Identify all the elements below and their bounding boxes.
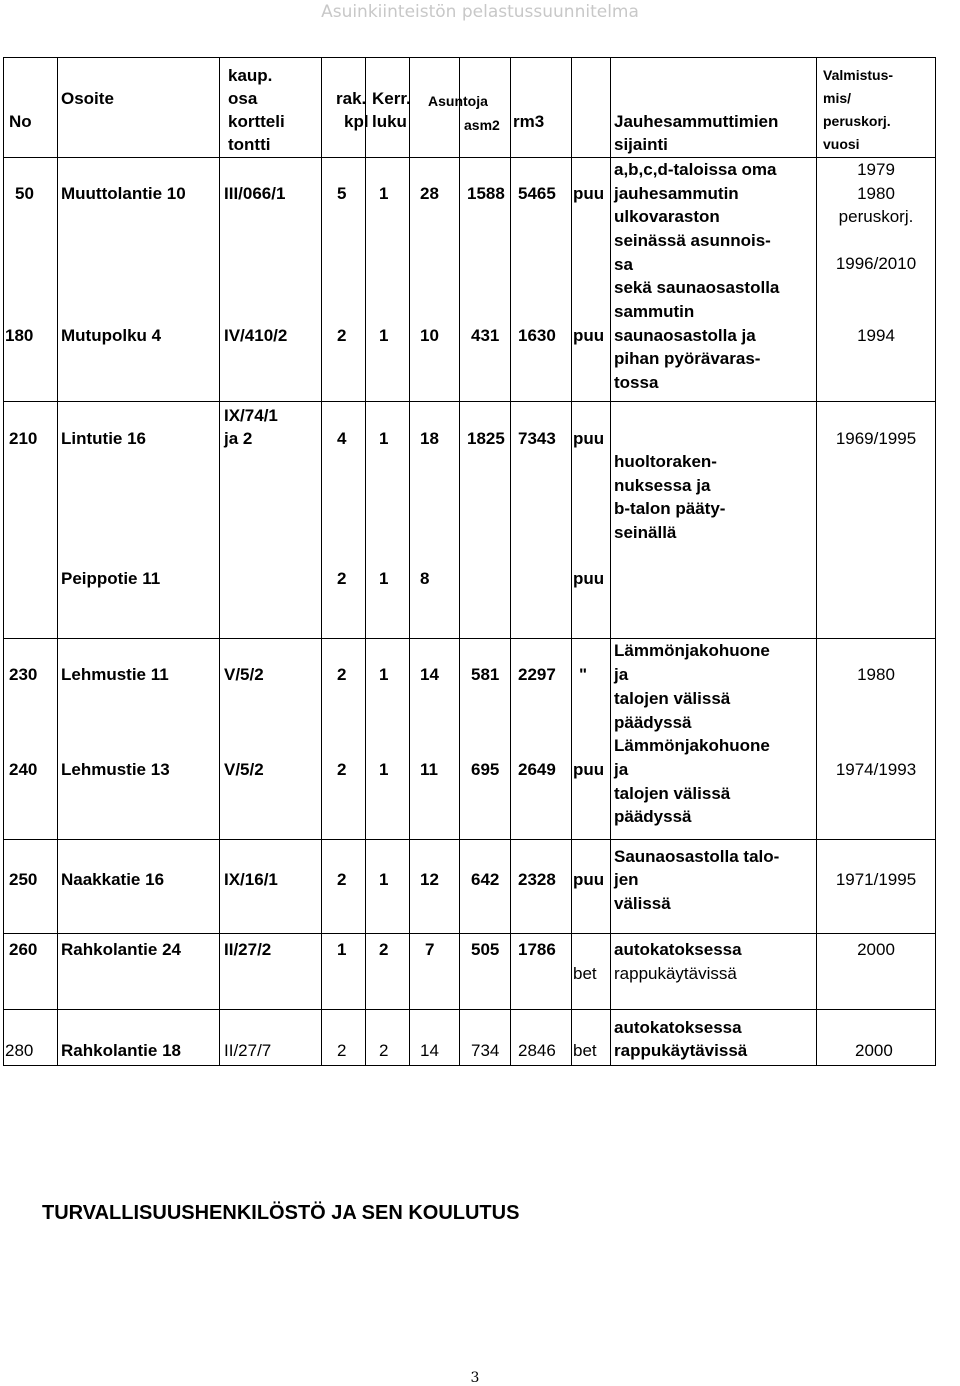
table-cell [511,402,572,639]
header-rm3: rm3 [513,112,545,131]
table-cell [611,934,817,1010]
cell-jauhe: Saunaosastolla talo- [614,847,780,866]
header-valm: Valmistus- [823,67,894,83]
table-cell [511,1010,572,1066]
table-cell [220,1010,322,1066]
table-cell [460,1010,511,1066]
cell-valm: 1974/1993 [835,760,917,779]
table-cell [572,1010,611,1066]
table-cell [410,639,460,840]
cell-osoite: Lehmustie 13 [61,760,170,779]
table-cell [220,402,322,639]
header-kortteli: tontti [228,135,271,154]
cell-asm2: 1825 [467,429,505,448]
table-cell [572,158,611,402]
cell-no: 230 [9,665,38,684]
table-cell [366,840,410,934]
fire-extinguisher-table [3,57,936,1066]
cell-valm: 1996/2010 [835,254,917,273]
cell-valm: 1980 [857,665,895,684]
table-cell [460,934,511,1010]
table-cell [460,402,511,639]
table-cell [511,639,572,840]
table-cell [410,840,460,934]
cell-asuntoja: 10 [420,326,439,345]
cell-jauhe: ja [614,665,629,684]
header-valm: vuosi [823,136,860,152]
table-cell [572,639,611,840]
cell-jauhe: seinässä asunnois- [614,231,771,250]
cell-kerr: 1 [379,870,389,889]
cell-kortteli: IX/16/1 [224,870,278,889]
cell-jauhe: jauhesammutin [614,184,739,203]
cell-valm: 1979 [857,160,895,179]
table-cell [611,158,817,402]
table-cell [58,402,220,639]
table-cell [817,158,936,402]
table-cell [817,639,936,840]
cell-osoite: Naakkatie 16 [61,870,165,889]
cell-kortteli: ja 2 [224,429,253,448]
cell-rm3: 1786 [518,940,556,959]
table-cell [611,402,817,639]
cell-jauhe: välissä [614,894,671,913]
table-cell [572,840,611,934]
cell-rak: 2 [337,665,347,684]
header-cell [460,58,511,158]
table-cell [511,934,572,1010]
cell-asuntoja: 11 [420,760,438,779]
cell-rm3: 1630 [518,326,556,345]
table-cell [511,840,572,934]
cell-jauhe: rappukäytävissä [614,964,737,983]
table-cell [220,158,322,402]
cell-jauhe: autokatoksessa [614,1018,742,1037]
cell-mat: bet [573,964,597,983]
table-cell [410,158,460,402]
table-row [4,1010,936,1066]
cell-jauhe: pihan pyörävaras- [614,349,761,368]
cell-kortteli: V/5/2 [224,665,264,684]
cell-jauhe: talojen välissä [614,784,731,803]
cell-jauhe: sekä saunaosastolla [614,278,780,297]
cell-mat: puu [573,429,605,448]
cell-asuntoja: 28 [420,184,439,203]
table-cell [4,158,58,402]
header-cell [366,58,410,158]
table-row [4,934,936,1010]
table-cell [366,158,410,402]
cell-osoite: Rahkolantie 24 [61,940,181,959]
cell-kortteli: IX/74/1 [224,406,278,425]
table-cell [572,402,611,639]
header-cell [4,58,58,158]
table-cell [322,1010,366,1066]
header-kortteli: kaup. [228,66,273,85]
cell-valm: 1994 [857,326,895,345]
cell-rm3: 2846 [518,1041,556,1060]
header-rak: rak. [336,89,367,108]
cell-jauhe: sammutin [614,302,695,321]
cell-valm: 1971/1995 [835,870,917,889]
cell-kortteli: V/5/2 [224,760,264,779]
cell-osoite: Muuttolantie 10 [61,184,186,203]
cell-rm3: 7343 [518,429,556,448]
table-cell [817,1010,936,1066]
table-cell [58,158,220,402]
header-cell [572,58,611,158]
table-cell [817,402,936,639]
cell-mat: " [579,665,588,684]
cell-jauhe: a,b,c,d-taloissa oma [614,160,777,179]
header-cell [817,58,936,158]
cell-asuntoja: 14 [420,1041,439,1060]
header-cell [511,58,572,158]
table-cell [366,402,410,639]
table-cell [611,840,817,934]
cell-rak: 2 [337,1041,347,1060]
cell-osoite: Peippotie 11 [61,569,161,588]
table-cell [410,402,460,639]
table-cell [322,639,366,840]
table-cell [817,934,936,1010]
cell-rm3: 2649 [518,760,556,779]
cell-asuntoja: 7 [425,940,435,959]
cell-jauhe: Lämmönjakohuone [614,736,770,755]
cell-kerr: 2 [379,1041,389,1060]
header-osoite: Osoite [61,89,114,108]
cell-jauhe: seinällä [614,523,677,542]
cell-asm2: 1588 [467,184,505,203]
cell-valm: 1980 [857,184,895,203]
table-row [4,402,936,639]
cell-mat: puu [573,326,605,345]
header-cell [611,58,817,158]
cell-no: 250 [9,870,38,889]
table-cell [4,402,58,639]
cell-asuntoja: 8 [420,569,430,588]
cell-kortteli: III/066/1 [224,184,286,203]
table-cell [220,639,322,840]
header-cell [58,58,220,158]
cell-mat: puu [573,184,605,203]
cell-valm: 2000 [857,940,895,959]
header-asm2: asm2 [464,117,500,133]
cell-jauhe: jen [614,870,639,889]
cell-rak: 1 [337,940,347,959]
table-cell [220,934,322,1010]
cell-jauhe: nuksessa ja [614,476,711,495]
cell-kortteli: II/27/7 [224,1041,272,1060]
cell-rak: 4 [337,429,347,448]
header-kerr: luku [372,112,407,131]
table-row [4,840,936,934]
header-cell [322,58,369,158]
cell-rak: 5 [337,184,347,203]
cell-jauhe: autokatoksessa [614,940,742,959]
table-cell [366,1010,410,1066]
cell-rm3: 2297 [518,665,556,684]
table-cell [4,934,58,1010]
cell-kerr: 1 [379,665,389,684]
page-header: Asuinkiinteistön pelastussuunnitelma [321,2,639,22]
table-cell [4,639,58,840]
table-cell [460,639,511,840]
cell-valm: 1969/1995 [835,429,917,448]
cell-mat: puu [573,870,605,889]
table-cell [366,934,410,1010]
cell-no: 50 [15,184,34,203]
header-no: No [9,112,32,131]
table-header-row [4,58,936,158]
table-cell [322,934,366,1010]
cell-kerr: 1 [379,326,389,345]
header-kortteli: osa [228,89,258,108]
cell-asm2: 734 [471,1041,500,1060]
cell-osoite: Lehmustie 11 [61,665,169,684]
table-cell [460,158,511,402]
cell-no: 280 [5,1041,34,1060]
cell-jauhe: huoltoraken- [614,452,717,471]
table-cell [611,639,817,840]
cell-asuntoja: 12 [420,870,439,889]
cell-jauhe: b-talon pääty- [614,499,726,518]
cell-valm: 2000 [855,1041,893,1060]
cell-asm2: 431 [471,326,500,345]
header-valm: peruskorj. [823,113,891,129]
cell-kerr: 1 [379,760,389,779]
cell-jauhe: ja [614,760,629,779]
cell-jauhe: päädyssä [614,807,692,826]
page-number: 3 [470,1370,480,1386]
cell-asm2: 581 [471,665,500,684]
cell-osoite: Rahkolantie 18 [61,1041,181,1060]
section-title: TURVALLISUUSHENKILÖSTÖ JA SEN KOULUTUS [42,1202,520,1224]
table-cell [322,402,366,639]
cell-asm2: 695 [471,760,500,779]
cell-jauhe: päädyssä [614,713,692,732]
cell-no: 240 [9,760,38,779]
table-cell [4,1010,58,1066]
cell-rak: 2 [337,326,347,345]
cell-rak: 2 [337,870,347,889]
header-jauhe: Jauhesammuttimien [614,112,779,131]
cell-rak: 2 [337,760,347,779]
table-cell [322,840,366,934]
cell-jauhe: sa [614,255,633,274]
table-cell [58,1010,220,1066]
cell-jauhe: talojen välissä [614,689,731,708]
cell-osoite: Lintutie 16 [61,429,147,448]
cell-asuntoja: 18 [420,429,439,448]
cell-jauhe: rappukäytävissä [614,1041,748,1060]
table-row [4,158,936,402]
header-asuntoja: Asuntoja [428,93,488,109]
cell-kerr: 1 [379,429,389,448]
header-valm: mis/ [823,90,852,106]
table-cell [611,1010,817,1066]
cell-jauhe: saunaosastolla ja [614,326,756,345]
cell-valm: peruskorj. [838,207,914,226]
cell-kerr: 2 [379,940,389,959]
table-cell [58,639,220,840]
cell-kortteli: IV/410/2 [224,326,288,345]
header-rak: kpl [344,112,369,131]
cell-mat: bet [573,1041,597,1060]
cell-rm3: 2328 [518,870,556,889]
table-cell [4,840,58,934]
cell-asm2: 505 [471,940,500,959]
cell-asuntoja: 14 [420,665,439,684]
table-cell [366,639,410,840]
table-cell [322,158,366,402]
cell-rm3: 5465 [518,184,556,203]
cell-jauhe: tossa [614,373,659,392]
table-cell [511,158,572,402]
cell-kortteli: II/27/2 [224,940,272,959]
cell-mat: puu [573,760,605,779]
cell-kerr: 1 [379,569,389,588]
header-kerr: Kerr. [372,89,411,108]
table-cell [572,934,611,1010]
table-cell [410,934,460,1010]
table-cell [220,840,322,934]
header-kortteli: kortteli [228,112,285,131]
table-cell [410,1010,460,1066]
cell-no: 260 [9,940,38,959]
cell-asm2: 642 [471,870,500,889]
table-row [4,639,936,840]
table-cell [460,840,511,934]
cell-kerr: 1 [379,184,389,203]
cell-rak: 2 [337,569,347,588]
table-cell [817,840,936,934]
cell-no: 180 [5,326,34,345]
cell-mat: puu [573,569,605,588]
cell-jauhe: ulkovaraston [614,207,720,226]
cell-osoite: Mutupolku 4 [61,326,162,345]
cell-no: 210 [9,429,38,448]
header-jauhe: sijainti [614,135,668,154]
table-cell [58,840,220,934]
cell-jauhe: Lämmönjakohuone [614,641,770,660]
header-cell [220,58,322,158]
table-cell [58,934,220,1010]
